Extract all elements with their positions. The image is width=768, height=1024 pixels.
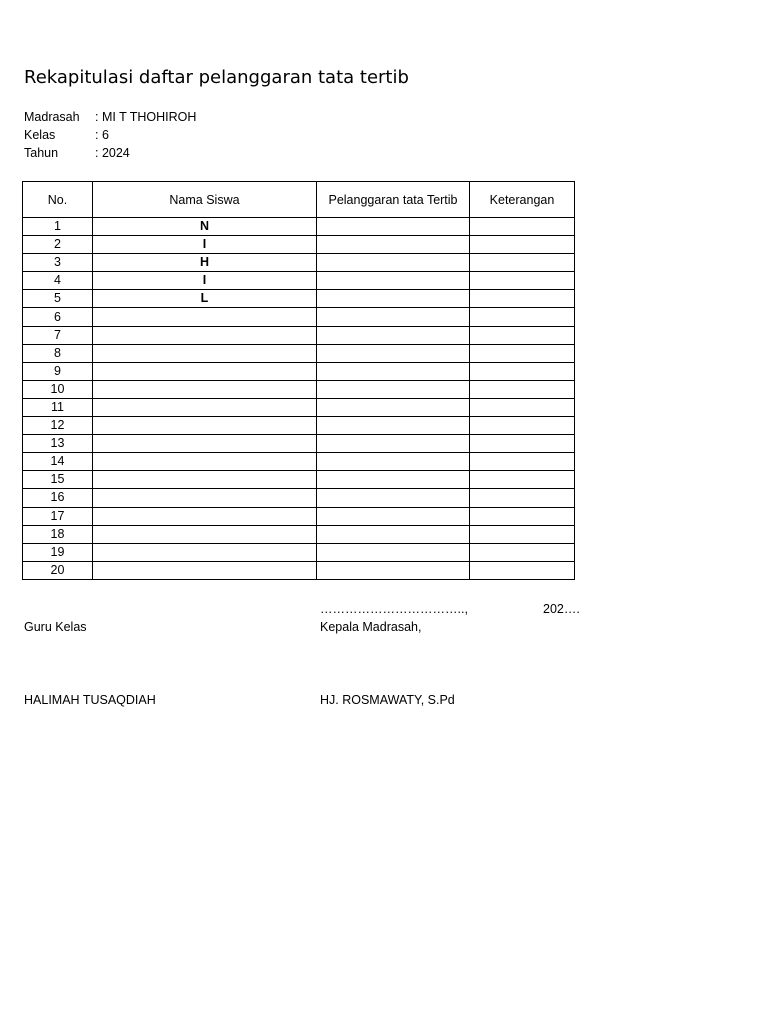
violation-cell: [317, 525, 470, 543]
row-number-cell: 13: [23, 435, 93, 453]
violation-cell: [317, 272, 470, 290]
table-row: [23, 362, 575, 380]
table-row: [23, 236, 575, 254]
student-name-cell: [93, 362, 317, 380]
violation-cell: [317, 471, 470, 489]
note-cell: [470, 308, 575, 326]
note-cell: [470, 290, 575, 308]
note-cell: [470, 471, 575, 489]
note-cell: [470, 272, 575, 290]
table-row: [23, 398, 575, 416]
violation-cell: [317, 308, 470, 326]
principal-role: Kepala Madrasah,: [320, 620, 422, 634]
info-row-madrasah: [24, 108, 196, 126]
table-row: [23, 561, 575, 579]
tahun-value: : 2024: [95, 146, 130, 160]
row-number-cell: 6: [23, 308, 93, 326]
table-row: [23, 290, 575, 308]
header-note: Keterangan: [470, 182, 575, 218]
student-name-cell: [93, 435, 317, 453]
row-number-cell: 7: [23, 326, 93, 344]
table-header-row: [23, 182, 575, 218]
kelas-label: Kelas: [24, 128, 56, 142]
row-number-cell: 18: [23, 525, 93, 543]
table-row: [23, 489, 575, 507]
violation-cell: [317, 344, 470, 362]
note-cell: [470, 398, 575, 416]
row-number-cell: 8: [23, 344, 93, 362]
table-row: [23, 543, 575, 561]
violation-cell: [317, 326, 470, 344]
table-row: [23, 308, 575, 326]
row-number-cell: 14: [23, 453, 93, 471]
info-block: [24, 108, 196, 162]
student-name-cell: [93, 398, 317, 416]
table-row: [23, 525, 575, 543]
violation-cell: [317, 417, 470, 435]
row-number-cell: 10: [23, 380, 93, 398]
header-violation: Pelanggaran tata Tertib: [317, 182, 470, 218]
student-name-cell: I: [93, 272, 317, 290]
table-row: [23, 417, 575, 435]
note-cell: [470, 362, 575, 380]
principal-name: HJ. ROSMAWATY, S.Pd: [320, 693, 455, 707]
row-number-cell: 16: [23, 489, 93, 507]
violation-cell: [317, 362, 470, 380]
signature-place-date: ……………………………..,: [320, 602, 468, 616]
row-number-cell: 3: [23, 254, 93, 272]
note-cell: [470, 218, 575, 236]
violation-cell: [317, 489, 470, 507]
violation-cell: [317, 453, 470, 471]
table-row: [23, 326, 575, 344]
note-cell: [470, 380, 575, 398]
student-name-cell: [93, 525, 317, 543]
table-row: [23, 218, 575, 236]
note-cell: [470, 561, 575, 579]
madrasah-label: Madrasah: [24, 110, 80, 124]
info-row-kelas: [24, 126, 196, 144]
student-name-cell: [93, 308, 317, 326]
row-number-cell: 2: [23, 236, 93, 254]
tahun-label: Tahun: [24, 146, 59, 160]
student-name-cell: I: [93, 236, 317, 254]
note-cell: [470, 326, 575, 344]
note-cell: [470, 344, 575, 362]
info-row-tahun: [24, 144, 196, 162]
header-student-name: Nama Siswa: [93, 182, 317, 218]
table-row: [23, 254, 575, 272]
student-name-cell: [93, 380, 317, 398]
table-body: [23, 218, 575, 580]
violation-table: [22, 181, 575, 580]
document-title: Rekapitulasi daftar pelanggaran tata tertib: [24, 67, 409, 88]
note-cell: [470, 254, 575, 272]
student-name-cell: [93, 471, 317, 489]
row-number-cell: 15: [23, 471, 93, 489]
row-number-cell: 20: [23, 561, 93, 579]
table-row: [23, 453, 575, 471]
row-number-cell: 11: [23, 398, 93, 416]
signature-year: 202….: [543, 602, 580, 616]
student-name-cell: [93, 543, 317, 561]
table-row: [23, 272, 575, 290]
violation-cell: [317, 290, 470, 308]
student-name-cell: [93, 561, 317, 579]
note-cell: [470, 489, 575, 507]
teacher-name: HALIMAH TUSAQDIAH: [24, 693, 156, 707]
row-number-cell: 5: [23, 290, 93, 308]
student-name-cell: [93, 326, 317, 344]
violation-cell: [317, 218, 470, 236]
violation-cell: [317, 254, 470, 272]
madrasah-value: : MI T THOHIROH: [95, 110, 197, 124]
student-name-cell: [93, 453, 317, 471]
violation-cell: [317, 236, 470, 254]
student-name-cell: [93, 417, 317, 435]
row-number-cell: 12: [23, 417, 93, 435]
violation-cell: [317, 380, 470, 398]
header-no: No.: [23, 182, 93, 218]
violation-cell: [317, 507, 470, 525]
student-name-cell: H: [93, 254, 317, 272]
table-row: [23, 471, 575, 489]
violation-cell: [317, 543, 470, 561]
row-number-cell: 17: [23, 507, 93, 525]
note-cell: [470, 525, 575, 543]
student-name-cell: N: [93, 218, 317, 236]
student-name-cell: [93, 507, 317, 525]
table-row: [23, 380, 575, 398]
note-cell: [470, 236, 575, 254]
student-name-cell: L: [93, 290, 317, 308]
violation-cell: [317, 561, 470, 579]
row-number-cell: 19: [23, 543, 93, 561]
violation-cell: [317, 435, 470, 453]
row-number-cell: 4: [23, 272, 93, 290]
teacher-role: Guru Kelas: [24, 620, 87, 634]
table-row: [23, 344, 575, 362]
row-number-cell: 1: [23, 218, 93, 236]
violation-cell: [317, 398, 470, 416]
note-cell: [470, 417, 575, 435]
table-row: [23, 435, 575, 453]
kelas-value: : 6: [95, 128, 109, 142]
note-cell: [470, 435, 575, 453]
note-cell: [470, 453, 575, 471]
student-name-cell: [93, 489, 317, 507]
row-number-cell: 9: [23, 362, 93, 380]
student-name-cell: [93, 344, 317, 362]
table-row: [23, 507, 575, 525]
note-cell: [470, 543, 575, 561]
note-cell: [470, 507, 575, 525]
